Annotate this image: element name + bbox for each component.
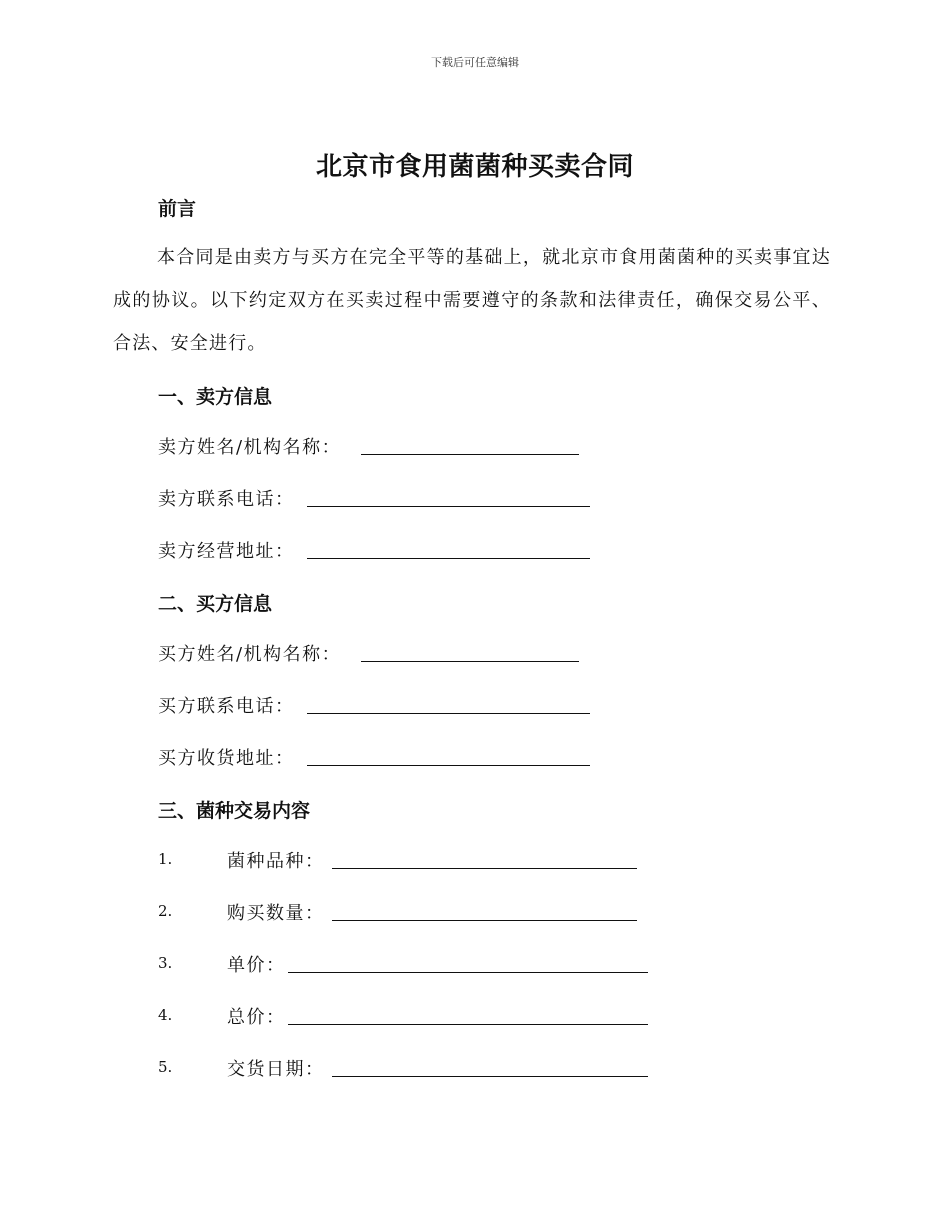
seller-phone-label: 卖方联系电话： [158, 489, 295, 510]
item-number: 5. [158, 1058, 173, 1076]
purchase-quantity-label: 购买数量： [227, 903, 325, 924]
delivery-date-label: 交货日期： [227, 1059, 325, 1080]
item-number: 1. [158, 850, 173, 868]
buyer-address-field [158, 744, 295, 770]
buyer-phone-field [158, 692, 295, 718]
buyer-name-blank[interactable] [361, 661, 579, 662]
document-title: 北京市食用菌菌种买卖合同 [315, 152, 634, 182]
unit-price-label: 单价： [227, 955, 286, 976]
strain-variety-label: 菌种品种： [227, 851, 325, 872]
purchase-quantity-field [227, 899, 325, 925]
seller-address-blank[interactable] [307, 558, 590, 559]
buyer-address-label: 买方收货地址： [158, 748, 295, 769]
item-number: 4. [158, 1006, 173, 1024]
seller-address-field [158, 537, 295, 563]
item-number: 3. [158, 954, 173, 972]
seller-address-label: 卖方经营地址： [158, 541, 295, 562]
strain-variety-field [227, 847, 325, 873]
preface-paragraph: 本合同是由卖方与买方在完全平等的基础上，就北京市食用菌菌种的买卖事宜达成的协议。以下约定双方在买卖过程中需要遵守的条款和法律责任，确保交易公平、合法、安全进行。 [113, 247, 831, 354]
delivery-date-field [227, 1055, 325, 1081]
seller-name-blank[interactable] [361, 454, 579, 455]
transaction-section-heading: 三、菌种交易内容 [158, 800, 311, 822]
unit-price-blank[interactable] [288, 972, 648, 973]
buyer-name-field [158, 640, 341, 666]
total-price-blank[interactable] [288, 1024, 648, 1025]
strain-variety-blank[interactable] [332, 868, 637, 869]
unit-price-field [227, 951, 286, 977]
seller-section-heading: 一、卖方信息 [158, 386, 273, 408]
seller-phone-field [158, 485, 295, 511]
seller-phone-blank[interactable] [307, 506, 590, 507]
seller-name-field [158, 433, 341, 459]
total-price-field [227, 1003, 286, 1029]
delivery-date-blank[interactable] [332, 1076, 648, 1077]
total-price-label: 总价： [227, 1007, 286, 1028]
buyer-phone-label: 买方联系电话： [158, 696, 295, 717]
preface-heading: 前言 [158, 198, 197, 220]
header-note: 下载后可任意编辑 [431, 56, 519, 69]
buyer-section-heading: 二、买方信息 [158, 593, 273, 615]
item-number: 2. [158, 902, 173, 920]
purchase-quantity-blank[interactable] [332, 920, 637, 921]
buyer-phone-blank[interactable] [307, 713, 590, 714]
seller-name-label: 卖方姓名/机构名称： [158, 437, 342, 458]
buyer-address-blank[interactable] [307, 765, 590, 766]
buyer-name-label: 买方姓名/机构名称： [158, 644, 342, 665]
